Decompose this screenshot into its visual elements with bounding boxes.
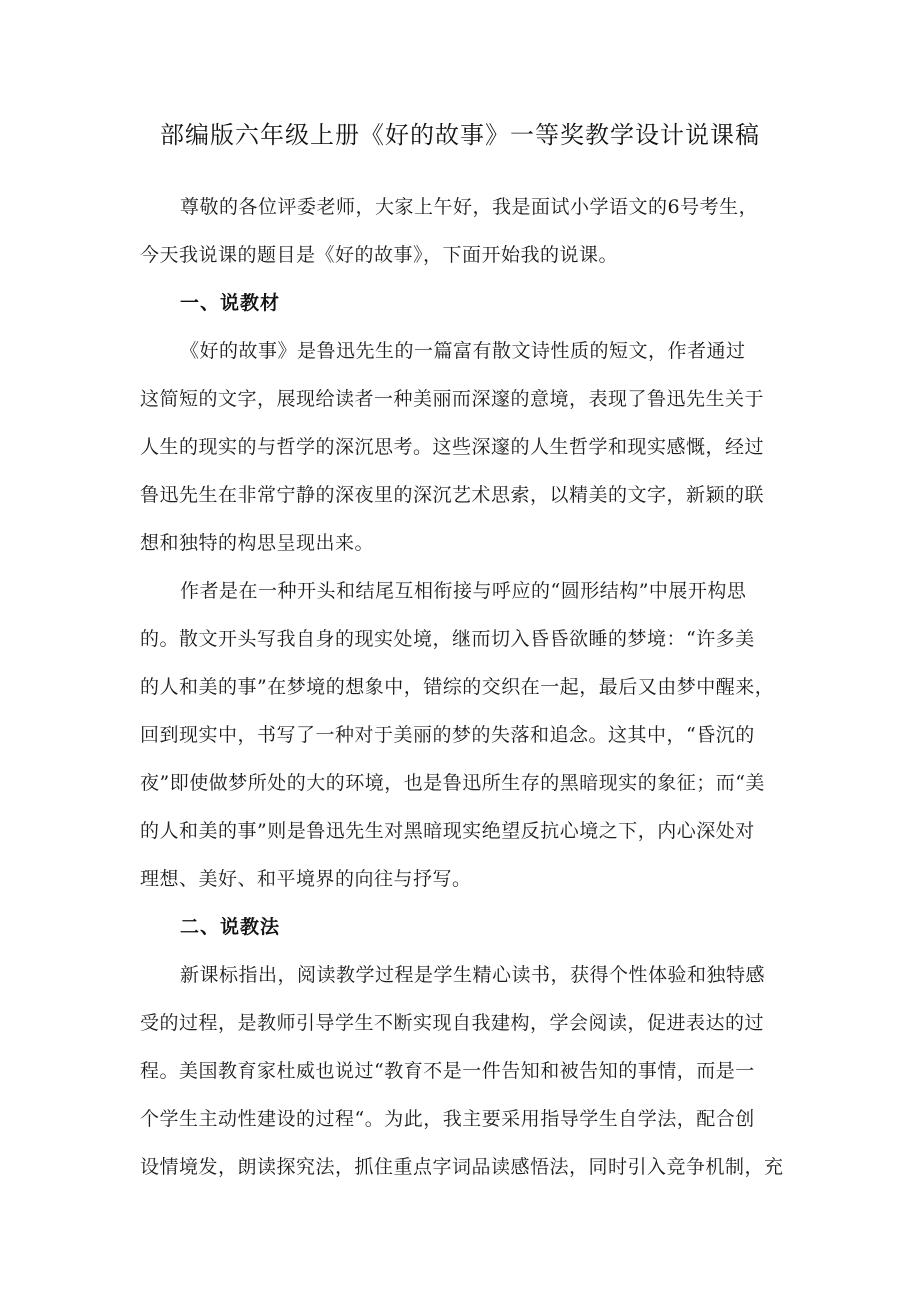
paragraph-line: 鲁迅先生在非常宁静的深夜里的深沉艺术思索，以精美的文字，新颖的联 <box>140 484 765 506</box>
paragraph-line: 这简短的文字，展现给读者一种美丽而深邃的意境，表现了鲁迅先生关于 <box>140 388 765 410</box>
intro-line-1: 尊敬的各位评委老师，大家上午好，我是面试小学语文的6号考生， <box>180 196 759 218</box>
paragraph-line: 理想、美好、和平境界的向往与抒写。 <box>140 868 472 890</box>
paragraph-line: 夜”即使做梦所处的大的环境，也是鲁迅所生存的黑暗现实的象征；而“美 <box>140 772 765 794</box>
paragraph-line: 的。散文开头写我自身的现实处境，继而切入昏昏欲睡的梦境：“许多美 <box>140 628 755 650</box>
paragraph-line: 《好的故事》是鲁迅先生的一篇富有散文诗性质的短文，作者通过 <box>180 340 746 362</box>
paragraph-line: 人生的现实的与哲学的深沉思考。这些深邃的人生哲学和现实感慨，经过 <box>140 436 765 458</box>
paragraph-line: 回到现实中，书写了一种对于美丽的梦的失落和追念。这其中，“昏沉的 <box>140 724 755 746</box>
paragraph-line: 设情境发，朗读探究法，抓住重点字词品读感悟法，同时引入竞争机制，充 <box>140 1156 784 1178</box>
paragraph-line: 个学生主动性建设的过程“。为此，我主要采用指导学生自学法，配合创 <box>140 1108 755 1130</box>
paragraph-line: 的人和美的事”在梦境的想象中，错综的交织在一起，最后又由梦中醒来， <box>140 676 775 698</box>
intro-line-2: 今天我说课的题目是《好的故事》，下面开始我的说课。 <box>140 244 619 266</box>
paragraph-line: 新课标指出，阅读教学过程是学生精心读书，获得个性体验和独特感 <box>180 964 766 986</box>
section-heading-method: 二、说教法 <box>180 916 281 938</box>
paragraph-line: 想和独特的构思呈现出来。 <box>140 532 375 554</box>
paragraph-line: 作者是在一种开头和结尾互相衔接与呼应的“圆形结构”中展开构思 <box>180 580 747 602</box>
paragraph-line: 受的过程，是教师引导学生不断实现自我建构，学会阅读，促进表达的过 <box>140 1012 765 1034</box>
document-title: 部编版六年级上册《好的故事》一等奖教学设计说课稿 <box>160 121 760 149</box>
paragraph-line: 的人和美的事”则是鲁迅先生对黑暗现实绝望反抗心境之下，内心深处对 <box>140 820 755 842</box>
section-heading-textbook: 一、说教材 <box>180 292 281 314</box>
paragraph-line: 程。美国教育家杜威也说过“教育不是一件告知和被告知的事情，而是一 <box>140 1060 755 1082</box>
